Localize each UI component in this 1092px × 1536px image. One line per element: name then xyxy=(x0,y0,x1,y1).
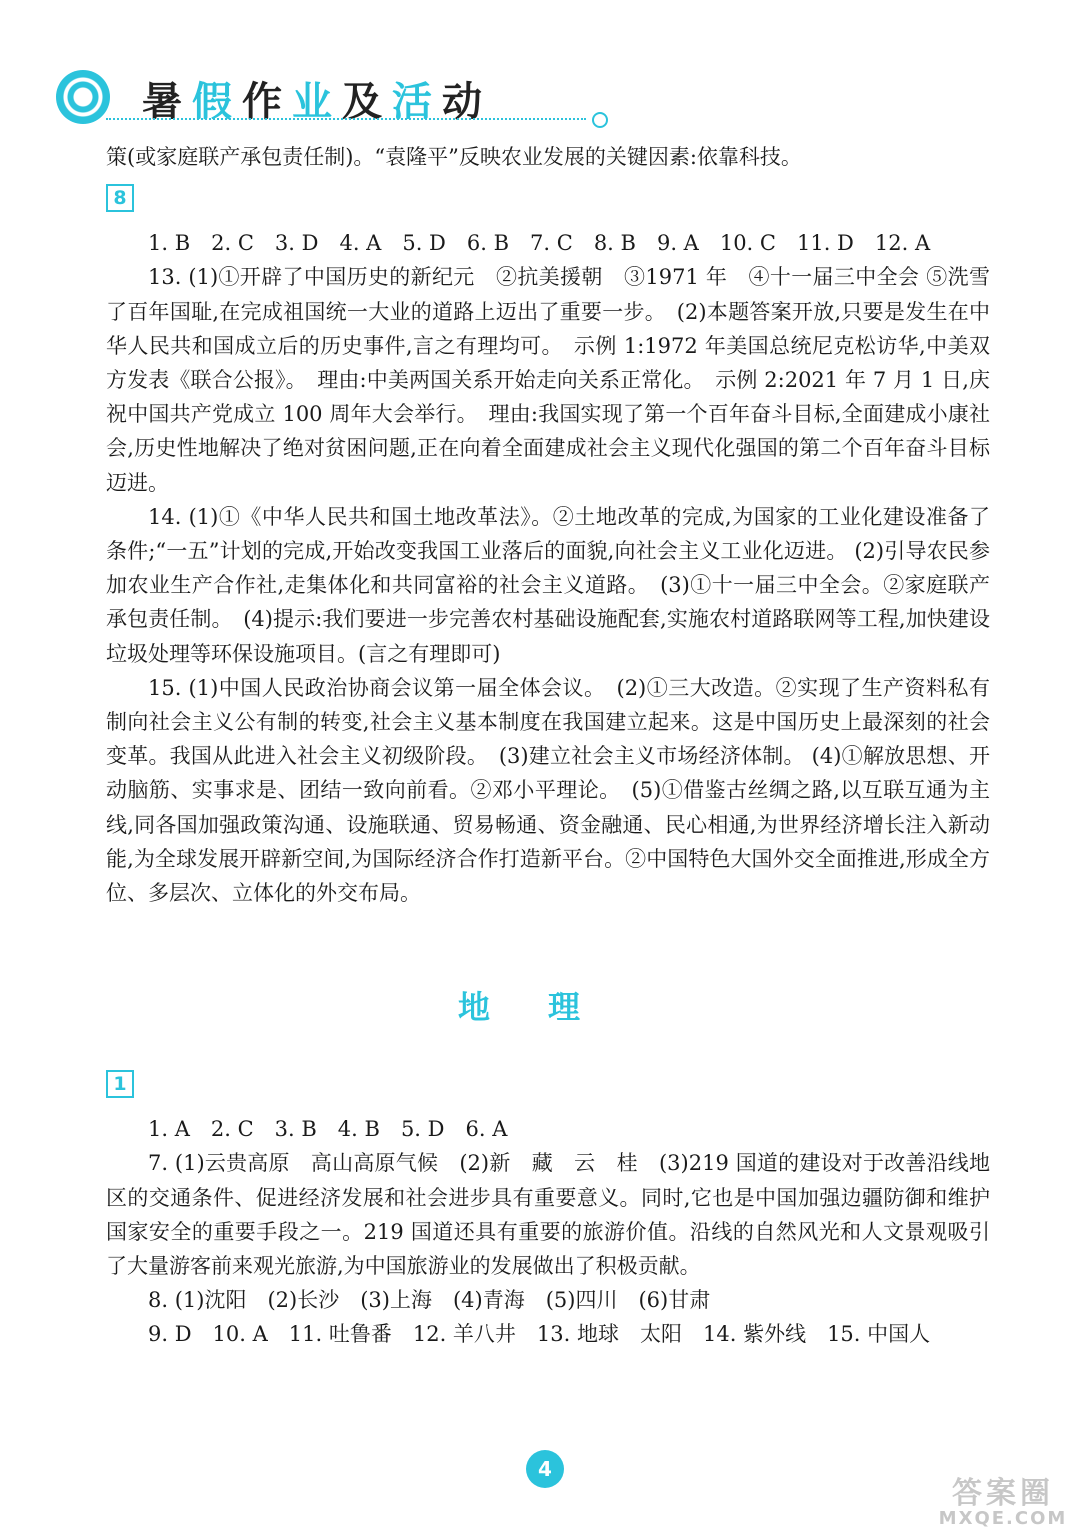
header-divider xyxy=(106,118,586,120)
history-carryover-text: 策(或家庭联产承包责任制)。“袁隆平”反映农业发展的关键因素:依靠科技。 xyxy=(106,145,802,169)
geography-section-number: 1 xyxy=(106,1070,134,1098)
header-char: 作 xyxy=(242,79,292,125)
history-q13: 13. (1)①开辟了中国历史的新纪元 ②抗美援朝 ③1971 年 ④十一届三中全会 ⑤洗雪了百年国耻,在完成祖国统一大业的道路上迈出了重要一步。 (2)本题答案开放,只要是发生在中华人民共和国成立后的历史事件,言之有理均可。 示例 1:1972 年美国总统尼克松访华,中美双方发表《联合公报》。 理由:中美两国关系开始走向关系正常化。 示例 2:2021 年 7 月 1 日,庆祝中国共产党成立 100 周年大会举行。 理由:我国实现了第一个百年奋斗目标,全面建成小康社会,历史性地解决了绝对贫困问题,正在向着全面建成社会主义现代化强国的第二个百年奋斗目标迈进。 xyxy=(106,265,990,495)
header-dot-icon xyxy=(592,112,608,128)
geography-q9-15: 9. D 10. A 11. 吐鲁番 12. 羊八井 13. 地球 太阳 14. 紫外线 15. 中国人 xyxy=(148,1322,931,1347)
header-char-highlight: 业 xyxy=(292,79,342,125)
history-q15: 15. (1)中国人民政治协商会议第一届全体会议。 (2)①三大改造。②实现了生产资料私有制向社会主义公有制的转变,社会主义基本制度在我国建立起来。这是中国历史上最深刻的社会变革。我国从此进入社会主义初级阶段。 (3)建立社会主义市场经济体制。 (4)①解放思想、开动脑筋、实事求是、团结一致向前看。②邓小平理论。 (5)①借鉴古丝绸之路,以互联互通为主线,同各国加强政策沟通、设施联通、贸易畅通、资金融通、民心相通,为世界经济增长注入新动能,为全球发展开辟新空间,为国际经济合作打造新平台。②中国特色大国外交全面推进,形成全方位、多层次、立体化的外交布局。 xyxy=(106,675,990,906)
header-char-highlight: 活 xyxy=(392,79,442,125)
page-header xyxy=(56,62,576,132)
history-q14: 14. (1)①《中华人民共和国土地改革法》。②土地改革的完成,为国家的工业化建设准备了条件;“一五”计划的完成,开始改变我国工业落后的面貌,向社会主义工业化迈进。 (2)引导农民参加农业生产合作社,走集体化和共同富裕的社会主义道路。 (3)①十一届三中全会。②家庭联产承包责任制。 (4)提示:我们要进一步完善农村基础设施配套,实施农村道路联网等工程,加快建设垃圾处理等环保设施项目。(言之有理即可) xyxy=(106,504,990,666)
watermark-bottom-text: MXQE.COM xyxy=(938,1508,1068,1529)
geography-q7: 7. (1)云贵高原 高山高原气候 (2)新 藏 云 桂 (3)219 国道的建设对于改善沿线地区的交通条件、促进经济发展和社会进步具有重要意义。同时,它也是中国加强边疆防御和维护国家安全的重要手段之一。219 国道还具有重要的旅游价值。沿线的自然风光和人文景观吸引了大量游客前来观光旅游,为中国旅游业的发展做出了积极贡献。 xyxy=(106,1151,990,1279)
subject-title-geography: 地理 xyxy=(457,988,638,1027)
header-char-highlight: 假 xyxy=(192,79,242,125)
header-char: 动 xyxy=(442,79,492,125)
header-target-icon xyxy=(56,70,110,124)
geography-q8: 8. (1)沈阳 (2)长沙 (3)上海 (4)青海 (5)四川 (6)甘肃 xyxy=(148,1288,711,1313)
answer-content xyxy=(106,140,990,1352)
geography-mc-answers: 1. A 2. C 3. B 4. B 5. D 6. A xyxy=(148,1117,508,1142)
history-mc-answers: 1. B 2. C 3. D 4. A 5. D 6. B 7. C 8. B 9. A 10. C 11. D 12. A xyxy=(148,231,931,256)
watermark-logo xyxy=(928,1478,1078,1530)
history-section-number: 8 xyxy=(106,184,134,212)
header-char: 暑 xyxy=(142,79,192,125)
header-char: 及 xyxy=(342,79,392,125)
watermark-top-text: 答案圈 xyxy=(952,1476,1054,1511)
page-number: 4 xyxy=(526,1450,564,1488)
